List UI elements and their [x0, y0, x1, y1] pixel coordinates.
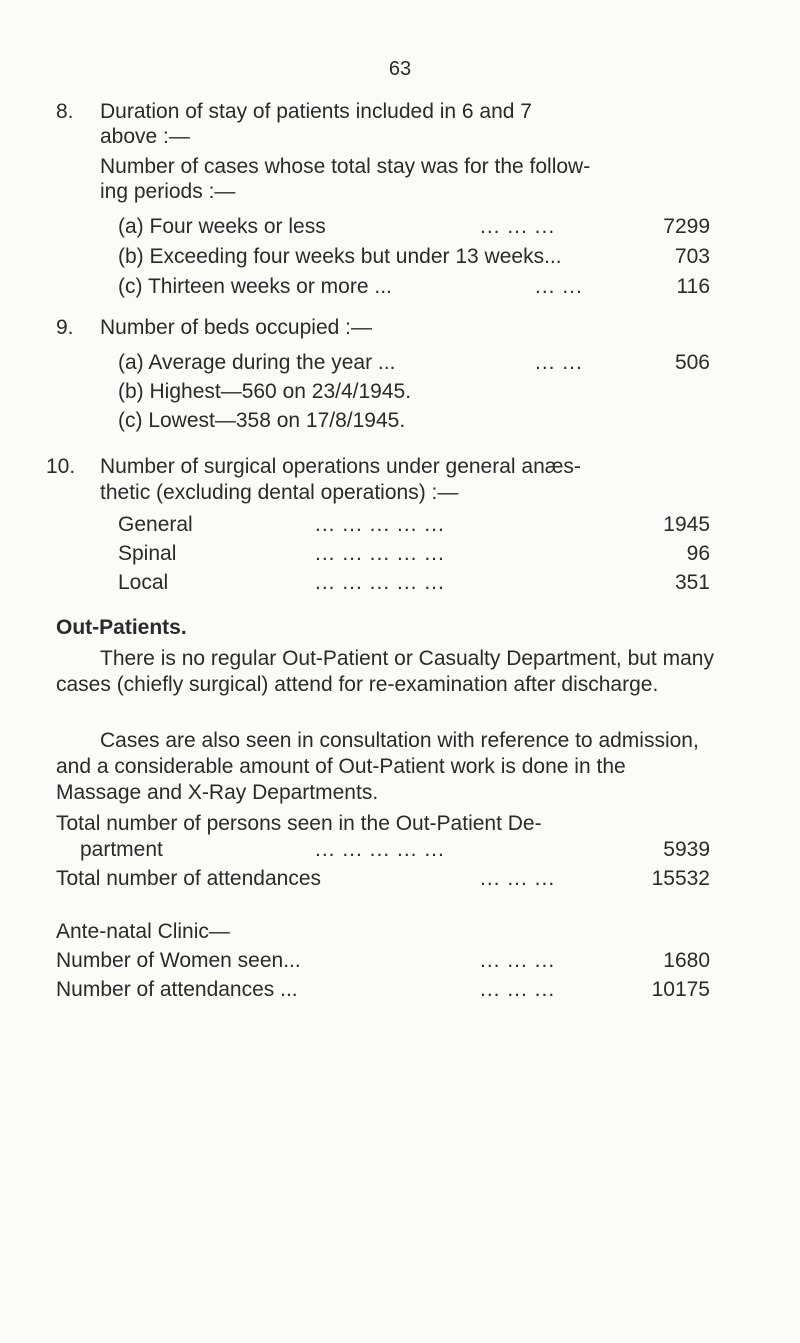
- section-9-title: Number of beds occupied :—: [100, 316, 372, 339]
- section-10-row-local-label: Local: [118, 571, 169, 594]
- section-10-number: 10.: [46, 455, 76, 478]
- antenatal-attendances-label: Number of attendances ...: [56, 978, 298, 1001]
- section-8-title-line1: Duration of stay of patients included in 6 and 7: [100, 100, 532, 123]
- section-9-row-a-value: 506: [674, 351, 710, 374]
- page-number: 63: [388, 58, 412, 80]
- section-10-row-spinal-label: Spinal: [118, 542, 177, 565]
- section-10-title-line2: thetic (excluding dental operations) :—: [100, 481, 459, 504]
- attendances-label: Total number of attendances: [56, 867, 322, 890]
- antenatal-attendances-dots: ... ... ...: [480, 978, 556, 1001]
- section-8-row-c-label: (c) Thirteen weeks or more ...: [118, 275, 392, 298]
- persons-seen-value: 5939: [663, 838, 710, 861]
- out-patients-paragraph-1: There is no regular Out-Patient or Casualty Department, but many cases (chiefly surgical) attend for re-examination after discharge.: [56, 647, 714, 696]
- section-8-title-line2: above :—: [100, 125, 190, 148]
- section-10-row-general-dots: ... ... ... ... ...: [315, 513, 445, 536]
- section-9-row-b-label: (b) Highest—560 on 23/4/1945.: [118, 380, 412, 403]
- section-8-row-c-dots: ... ...: [535, 275, 583, 298]
- section-8-row-a-dots: ... ... ...: [480, 215, 556, 238]
- section-9-row-a-dots: ... ...: [535, 351, 583, 374]
- section-10-row-general-label: General: [118, 513, 193, 536]
- section-8-number: 8.: [56, 100, 74, 123]
- section-9-row-c-label: (c) Lowest—358 on 17/8/1945.: [118, 409, 406, 432]
- attendances-value: 15532: [651, 867, 710, 890]
- section-8-row-a-label: (a) Four weeks or less: [118, 215, 326, 238]
- section-10-row-spinal-value: 96: [686, 542, 710, 565]
- persons-seen-dots: ... ... ... ... ...: [315, 838, 445, 861]
- section-10-row-local-dots: ... ... ... ... ...: [315, 571, 445, 594]
- section-8-intro-line2: ing periods :—: [100, 180, 236, 203]
- persons-seen-label-line2: partment: [80, 838, 163, 861]
- attendances-dots: ... ... ...: [480, 867, 556, 890]
- antenatal-women-label: Number of Women seen...: [56, 949, 301, 972]
- antenatal-attendances-value: 10175: [651, 978, 710, 1001]
- section-9-row-a-label: (a) Average during the year ...: [118, 351, 396, 374]
- section-10-row-general-value: 1945: [663, 513, 710, 536]
- persons-seen-label-line1: Total number of persons seen in the Out-Patient De-: [56, 812, 542, 835]
- out-patients-heading: Out-Patients.: [56, 616, 187, 639]
- section-8-row-a-value: 7299: [663, 215, 710, 238]
- section-8-row-b-label: (b) Exceeding four weeks but under 13 weeks...: [118, 245, 562, 268]
- antenatal-women-dots: ... ... ...: [480, 949, 556, 972]
- section-10-row-local-value: 351: [674, 571, 710, 594]
- section-8-row-b-value: 703: [674, 245, 710, 268]
- section-10-title-line1: Number of surgical operations under general anæs-: [100, 455, 581, 478]
- section-10-row-spinal-dots: ... ... ... ... ...: [315, 542, 445, 565]
- antenatal-title: Ante-natal Clinic—: [56, 920, 230, 943]
- section-8-intro-line1: Number of cases whose total stay was for the follow-: [100, 155, 591, 178]
- section-9-number: 9.: [56, 316, 74, 339]
- out-patients-paragraph-2: Cases are also seen in consultation with reference to admission, and a considerable amount of Out-Patient work is done in the Massage and X-Ray Departments.: [56, 729, 699, 804]
- section-8-row-c-value: 116: [676, 275, 710, 298]
- antenatal-women-value: 1680: [663, 949, 710, 972]
